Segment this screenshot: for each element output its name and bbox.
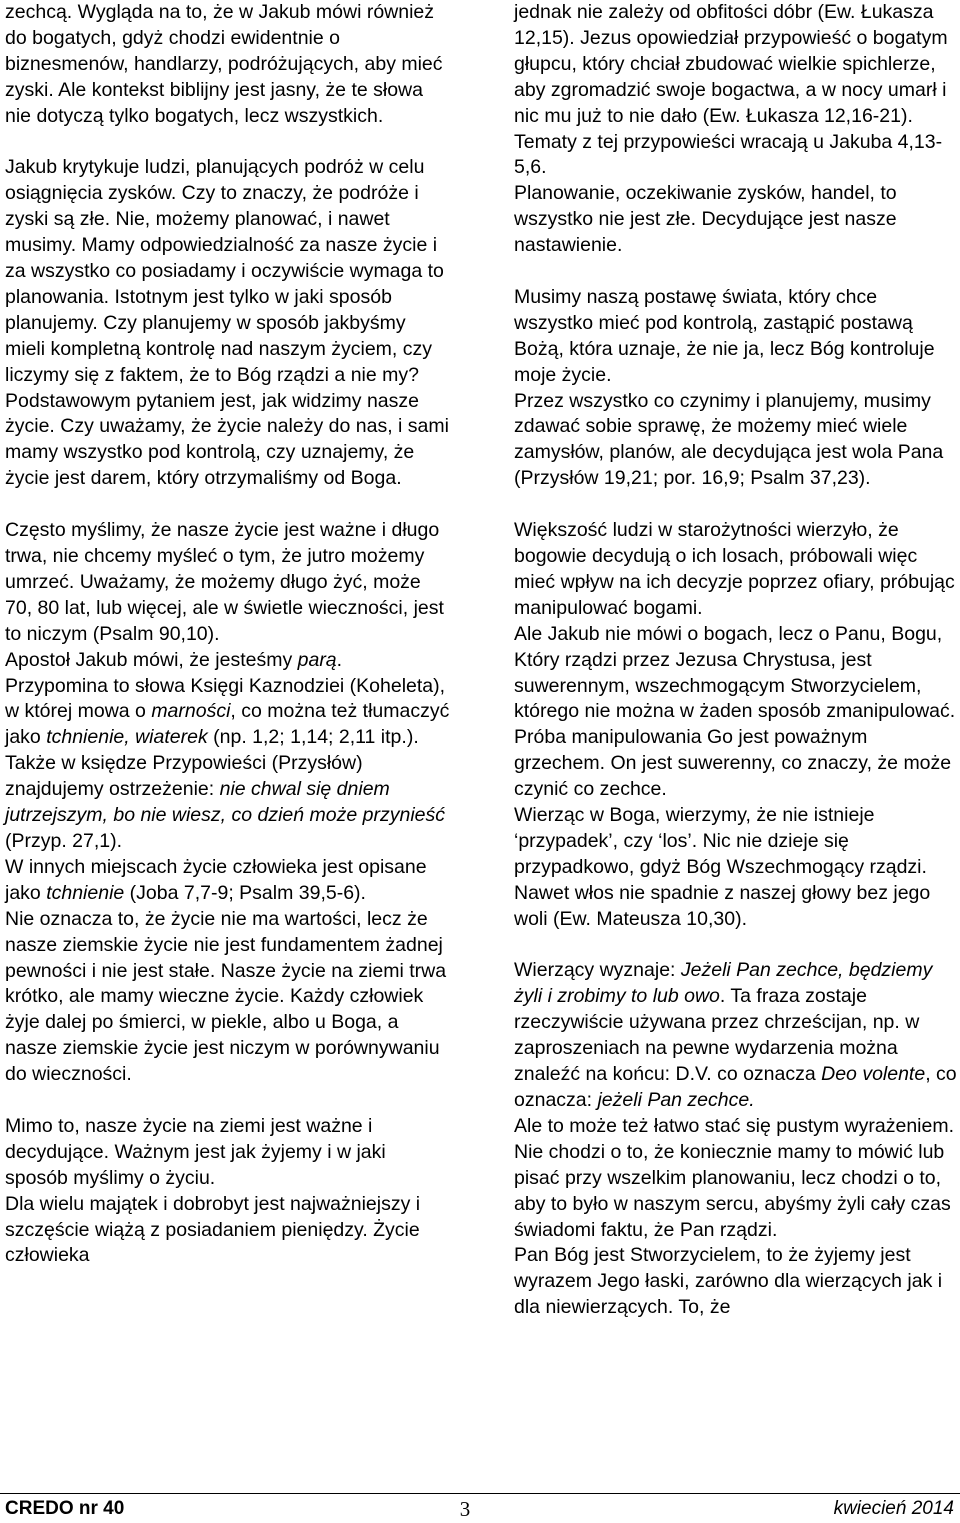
italic-text: Deo volente [821, 1063, 926, 1086]
page-footer [0, 1493, 960, 1523]
text: Ale Jakub nie mówi o bogach, lecz o Panu, Bogu, Który rządzi przez Jezusa Chrystusa, jest suwerennym, wszechmogącym Stworzycielem, którego nie można w żaden sposób zmanipulować. Próba manipulowania Go jest poważnym grzechem. On jest suwerenny, co znaczy, że może czynić co zechce. [514, 622, 956, 801]
text: Dla wielu majątek i dobrobyt jest najważniejszy i szczęście wiążą z posiadaniem pieniędzy. Życie człowieka [5, 1192, 421, 1267]
paragraph [5, 518, 450, 648]
text: Mimo to, nasze życie na ziemi jest ważne i decydujące. Ważnym jest jak żyjemy i w jaki sposób myślimy o życiu. [5, 1114, 386, 1189]
right-column [514, 0, 960, 1321]
text: Planowanie, oczekiwanie zysków, handel, to wszystko nie jest złe. Decydujące jest nasze nastawienie. [514, 182, 897, 257]
paragraph [5, 648, 450, 674]
paragraph [514, 958, 960, 1113]
italic-text: Jeżeli Pan zechce, będziemy żyli i zrobimy to lub owo [514, 959, 933, 1008]
text: Apostoł Jakub mówi, że jesteśmy [5, 648, 298, 671]
paragraph [5, 0, 450, 130]
publication-name: CREDO nr 40 [5, 1498, 125, 1519]
paragraph [514, 285, 960, 389]
paragraph [514, 0, 960, 181]
text: Większość ludzi w starożytności wierzyło, że bogowie decydują o ich losach, próbowali więc mieć wpływ na ich decyzje poprzez ofiary, próbując manipulować bogami. [514, 519, 955, 619]
text: (np. 1,2; 1,14; 2,11 itp.). [207, 726, 419, 749]
italic-text: tchnienie, wiaterek [46, 726, 208, 749]
text: Pan Bóg jest Stworzycielem, to że żyjemy jest wyrazem Jego łaski, zarówno dla wierzących jak i dla niewierzących. To, że [514, 1244, 943, 1319]
text: (Joba 7,7-9; Psalm 39,5-6). [124, 881, 366, 904]
text: zechcą. Wygląda na to, że w Jakub mówi również do bogatych, gdyż chodzi ewidentnie o biznesmenów, handlarzy, podróżujących, aby mieć zyski. Ale kontekst biblijny jest jasny, że te słowa nie dotyczą tylko bogatych, lecz wszystkich. [5, 1, 443, 127]
italic-text: tchnienie [46, 881, 125, 904]
issue-date: kwiecień 2014 [833, 1498, 954, 1519]
paragraph [5, 907, 450, 1088]
page-number: 3 [459, 1497, 471, 1521]
italic-text: parą [297, 648, 337, 671]
paragraph [5, 674, 450, 752]
text: Przypomina to słowa Księgi Kaznodziei (Koheleta), w której mowa o [5, 674, 446, 723]
italic-text: nie chwal się dniem jutrzejszym, bo nie wiesz, co dzień może przynieść [5, 778, 445, 827]
text: Wierzący wyznaje: [514, 959, 681, 982]
text: Musimy naszą postawę świata, który chce wszystko mieć pod kontrolą, zastąpić postawą Bożą, która uznaje, że nie ja, lecz Bóg kontroluje moje życie. [514, 285, 935, 386]
text: W innych miejscach życie człowieka jest opisane jako [5, 855, 427, 904]
paragraph [514, 1243, 960, 1321]
text: , co można też tłumaczyć jako [5, 700, 450, 749]
text: jednak nie zależy od obfitości dóbr (Ew. Łukasza 12,15). Jezus opowiedział przypowieść o bogatym głupcu, który chciał zbudować wielkie spichlerze, aby zgromadzić swoje bogactwa, a w nocy umarł i nic mu już to nie dało (Ew. Łukasza 12,16-21). Tematy z tej przypowieści wracają u Jakuba 4,13-5,6. [514, 1, 948, 179]
paragraph [5, 1114, 450, 1192]
text: Nie oznacza to, że życie nie ma wartości, lecz że nasze ziemskie życie nie jest fundamentem żadnej pewności i nie jest stałe. Nasze życie na ziemi trwa krótko, ale mamy wieczne życie. Każdy człowiek żyje dalej po śmierci, w piekle, albo u Boga, a nasze ziemskie życie jest niczym w porównywaniu do wieczności. [5, 907, 447, 1086]
paragraph [514, 518, 960, 622]
paragraph [5, 855, 450, 907]
paragraph [514, 389, 960, 493]
text: Także w księdze Przypowieści (Przysłów) znajdujemy ostrzeżenie: [5, 752, 363, 801]
italic-text: jeżeli Pan zechce. [597, 1089, 755, 1112]
paragraph [5, 155, 450, 492]
italic-text: marności [151, 700, 231, 723]
paragraph [514, 1114, 960, 1244]
text: Przez wszystko co czynimy i planujemy, musimy zdawać sobie sprawę, że możemy mieć wiele zamysłów, planów, ale decydująca jest wola Pana (Przysłów 19,21; por. 16,9; Psalm 37,23). [514, 389, 944, 490]
paragraph [5, 1192, 450, 1270]
text: Wierząc w Boga, wierzymy, że nie istnieje ‘przypadek’, czy ‘los’. Nic nie dzieje się przypadkowo, gdyż Bóg Wszechmogący rządzi. Nawet włos nie spadnie z naszej głowy bez jego woli (Ew. Mateusza 10,30). [514, 804, 931, 930]
text: . Ta fraza zostaje rzeczywiście używana przez chrześcijan, np. w zaproszeniach na pewne wydarzenia można znaleźć na końcu: D.V. co oznacza [514, 985, 920, 1086]
text: Ale to może też łatwo stać się pustym wyrażeniem. Nie chodzi o to, że koniecznie mamy to mówić lub pisać przy wszelkim planowaniu, lecz chodzi o to, aby to było w naszym sercu, abyśmy żyli cały czas świadomi faktu, że Pan rządzi. [514, 1114, 954, 1241]
text: Jakub krytykuje ludzi, planujących podróż w celu osiągnięcia zysków. Czy to znaczy, że podróże i zyski są złe. Nie, możemy planować, i nawet musimy. Mamy odpowiedzialność za nasze życie i za wszystko co posiadamy i oczywiście wymaga to planowania. Istotnym jest tylko w jaki sposób planujemy. Czy planujemy w sposób jakbyśmy mieli kompletną kontrolę nad naszym życiem, czy liczymy się z faktem, że to Bóg rządzi a nie my? Podstawowym pytaniem jest, jak widzimy nasze życie. Czy uważamy, że życie należy do nas, i sami mamy wszystko pod kontrolą, czy uznajemy, że życie jest darem, który otrzymaliśmy od Boga. [5, 156, 449, 490]
paragraph [514, 181, 960, 259]
text: Często myślimy, że nasze życie jest ważne i długo trwa, nie chcemy myśleć o tym, że jutro możemy umrzeć. Uważamy, że możemy długo żyć, może 70, 80 lat, lub więcej, ale w świetle wieczności, jest to niczym (Psalm 90,10). [5, 519, 444, 645]
text: , co oznacza: [514, 1063, 957, 1112]
paragraph [514, 803, 960, 933]
text: (Przyp. 27,1). [5, 829, 123, 852]
paragraph [514, 622, 960, 803]
left-column [5, 0, 450, 1269]
text: . [336, 648, 343, 671]
paragraph [5, 751, 450, 855]
